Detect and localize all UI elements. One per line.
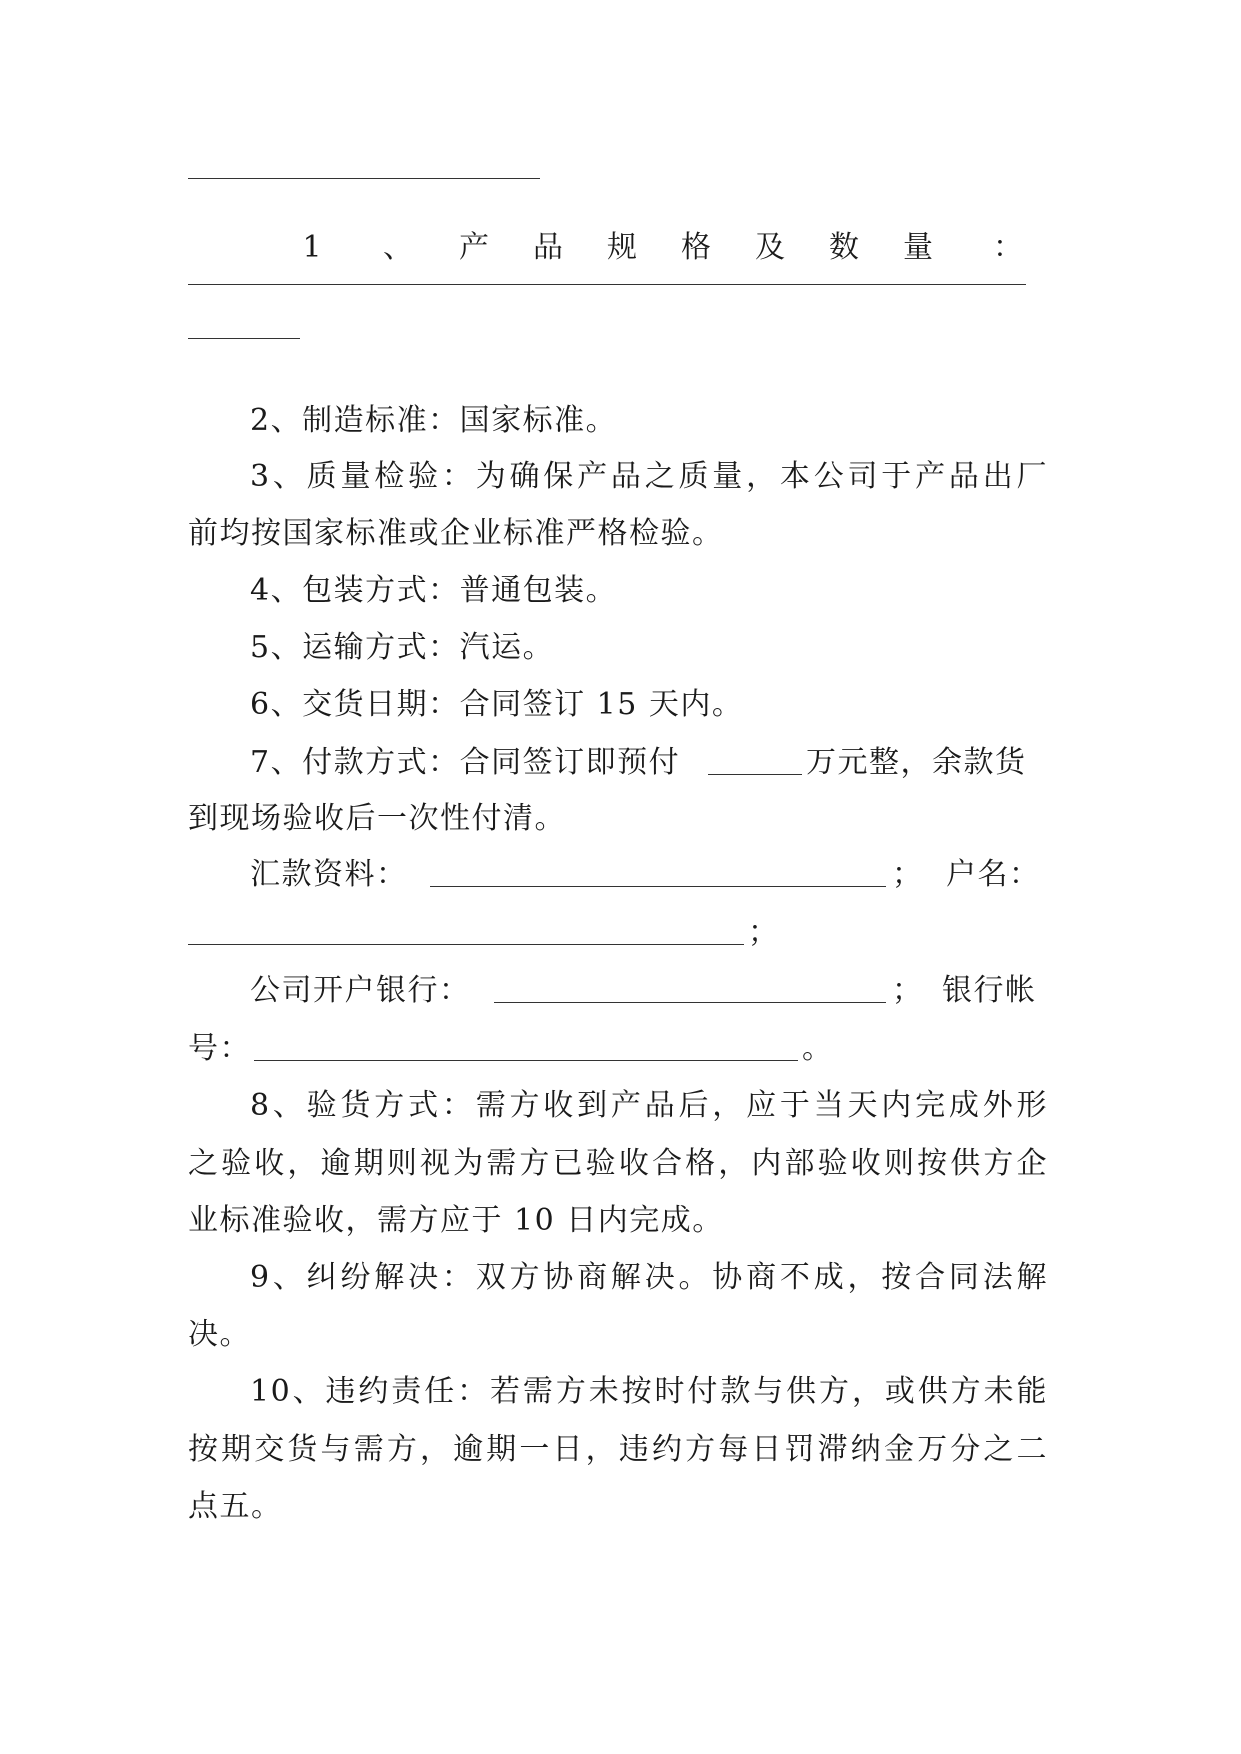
item-9-line-2: 决。 <box>188 1317 251 1352</box>
item-4: 4、包装方式：普通包装。 <box>250 573 618 608</box>
account-name-blank[interactable] <box>188 944 744 945</box>
item-7-suffix: 万元整，余款货 <box>806 745 1027 780</box>
bank-name-blank[interactable] <box>494 1002 886 1003</box>
item-1-char: 产 <box>459 230 489 265</box>
item-1-char: 量 <box>903 230 933 265</box>
remit-semicolon: ； <box>892 857 924 892</box>
remit-label: 汇款资料： <box>250 857 408 892</box>
item-10-line-1: 10、违约责任：若需方未按时付款与供方，或供方未能 <box>250 1374 1048 1409</box>
item-1-char: 及 <box>755 230 785 265</box>
advance-amount-blank[interactable] <box>708 774 802 775</box>
blank-line-spec-1 <box>188 284 1026 285</box>
item-8-line-2: 之验收，逾期则视为需方已验收合格，内部验收则按供方企 <box>188 1146 1048 1181</box>
item-10-line-2: 按期交货与需方，逾期一日，违约方每日罚滞纳金万分之二 <box>188 1432 1048 1467</box>
item-1-char: 品 <box>533 230 563 265</box>
bank-account-label-part1: 银行帐 <box>942 973 1037 1008</box>
bank-account-end: 。 <box>802 1031 834 1066</box>
account-name-label: 户名： <box>946 857 1041 892</box>
bank-account-label-part2: 号： <box>188 1031 251 1066</box>
item-5: 5、运输方式：汽运。 <box>250 630 555 665</box>
item-3-line-2: 前均按国家标准或企业标准严格检验。 <box>188 516 724 551</box>
item-8-line-3: 业标准验收，需方应于 10 日内完成。 <box>188 1203 724 1238</box>
item-2: 2、制造标准：国家标准。 <box>250 403 618 438</box>
account-name-end: ； <box>748 915 780 950</box>
item-8-line-1: 8、验货方式：需方收到产品后，应于当天内完成外形 <box>250 1088 1048 1123</box>
item-7-line-2: 到现场验收后一次性付清。 <box>188 801 566 836</box>
item-9-line-1: 9、纠纷解决：双方协商解决。协商不成，按合同法解 <box>250 1260 1048 1295</box>
item-1-char: 格 <box>681 230 711 265</box>
account-name-row <box>188 904 1048 962</box>
item-6: 6、交货日期：合同签订 15 天内。 <box>250 687 744 722</box>
bank-label: 公司开户银行： <box>250 973 471 1008</box>
item-1-char: 规 <box>607 230 637 265</box>
item-7-prefix: 7、付款方式：合同签订即预付 <box>250 745 681 780</box>
blank-line-spec-2 <box>188 338 300 339</box>
remit-row <box>188 846 1048 904</box>
item-1-heading <box>188 222 1048 274</box>
blank-line-top <box>188 178 540 179</box>
item-3-line-1: 3、质量检验：为确保产品之质量，本公司于产品出厂 <box>250 459 1048 494</box>
item-7-line-1 <box>188 734 1048 792</box>
item-10-line-3: 点五。 <box>188 1489 283 1524</box>
remit-info-blank[interactable] <box>430 886 886 887</box>
bank-semicolon: ； <box>892 973 924 1008</box>
bank-account-blank[interactable] <box>254 1060 798 1061</box>
item-1-char: ： <box>993 230 1023 265</box>
item-1-number: 1 <box>302 230 322 265</box>
item-1-char: 数 <box>829 230 859 265</box>
bank-row <box>188 962 1048 1020</box>
bank-account-row <box>188 1020 1048 1078</box>
item-1-separator: 、 <box>383 230 413 265</box>
